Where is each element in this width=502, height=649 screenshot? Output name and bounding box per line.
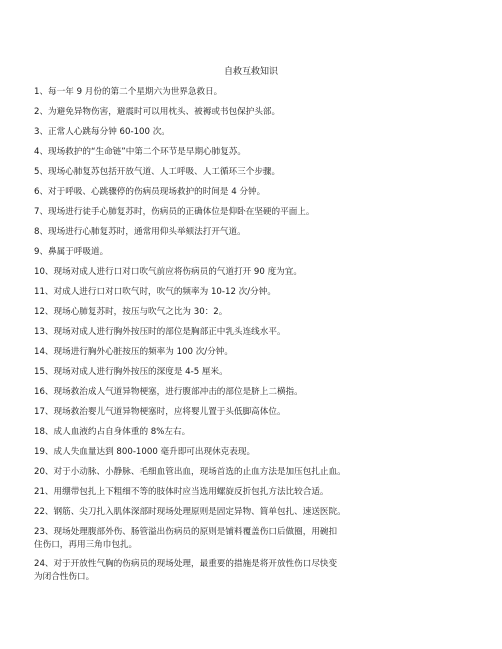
list-item: 18、成人血液约占自身体重的 8%左右。 xyxy=(34,427,191,437)
list-item: 22、钢筋、尖刀扎入肌体深部时现场处理原则是固定异物、简单包扎、速送医院。 xyxy=(34,507,346,517)
list-item: 5、现场心肺复苏包括开放气道、人工呼吸、人工循环三个步骤。 xyxy=(34,167,281,177)
page-title: 自救互救知识 xyxy=(223,67,278,77)
list-item: 2、为避免异物伤害，避震时可以用枕头、被褥或书包保护头部。 xyxy=(34,107,281,117)
list-item: 20、对于小动脉、小静脉、毛细血管出血，现场首选的止血方法是加压包扎止血。 xyxy=(34,467,346,477)
list-item: 23、现场处理腹部外伤、肠管溢出伤病员的原则是铺料覆盖伤口后做圈，用碗扣 住伤口，再用三角巾包扎。 xyxy=(34,527,338,550)
list-item: 24、对于开放性气胸的伤病员的现场处理，最重要的措施是将开放性伤口尽快变 为闭合性伤口。 xyxy=(34,559,338,582)
list-item: 15、现场对成人进行胸外按压的深度是 4-5 厘米。 xyxy=(34,367,228,377)
list-item: 1、每一年 9 月份的第二个星期六为世界急救日。 xyxy=(34,87,223,97)
list-item: 21、用绷带包扎上下粗细不等的肢体时应当选用螺旋反折包扎方法比较合适。 xyxy=(34,487,329,497)
list-item: 3、正常人心跳每分钟 60-100 次。 xyxy=(34,127,170,137)
list-item: 19、成人失血量达到 800-1000 毫升即可出现休克表现。 xyxy=(34,447,256,457)
list-item: 8、现场进行心肺复苏时，通常用仰头举颏法打开气道。 xyxy=(34,227,246,237)
list-item: 7、现场进行徒手心肺复苏时，伤病员的正确体位是仰卧在坚硬的平面上。 xyxy=(34,207,315,217)
list-item: 9、鼻属于呼吸道。 xyxy=(34,247,109,257)
list-item: 17、现场救治婴儿气道异物梗塞时，应将婴儿置于头低脚高体位。 xyxy=(34,407,286,417)
list-item: 14、现场进行胸外心脏按压的频率为 100 次/分钟。 xyxy=(34,347,233,357)
list-item: 10、现场对成人进行口对口吹气前应将伤病员的气道打开 90 度为宜。 xyxy=(34,267,302,277)
list-item: 6、对于呼吸、心跳骤停的伤病员现场救护的时间是 4 分钟。 xyxy=(34,187,266,197)
list-item: 16、现场救治成人气道异物梗塞，进行腹部冲击的部位是脐上二横指。 xyxy=(34,387,303,397)
list-item: 13、现场对成人进行胸外按压时的部位是胸部正中乳头连线水平。 xyxy=(34,327,286,337)
list-item: 12、现场心肺复苏时，按压与吹气之比为 30：2。 xyxy=(34,307,228,317)
list-item: 11、对成人进行口对口吹气时，吹气的频率为 10-12 次/分钟。 xyxy=(34,287,276,297)
list-item: 4、现场救护的“生命链”中第二个环节是早期心肺复苏。 xyxy=(34,147,247,157)
knowledge-list xyxy=(34,86,474,590)
